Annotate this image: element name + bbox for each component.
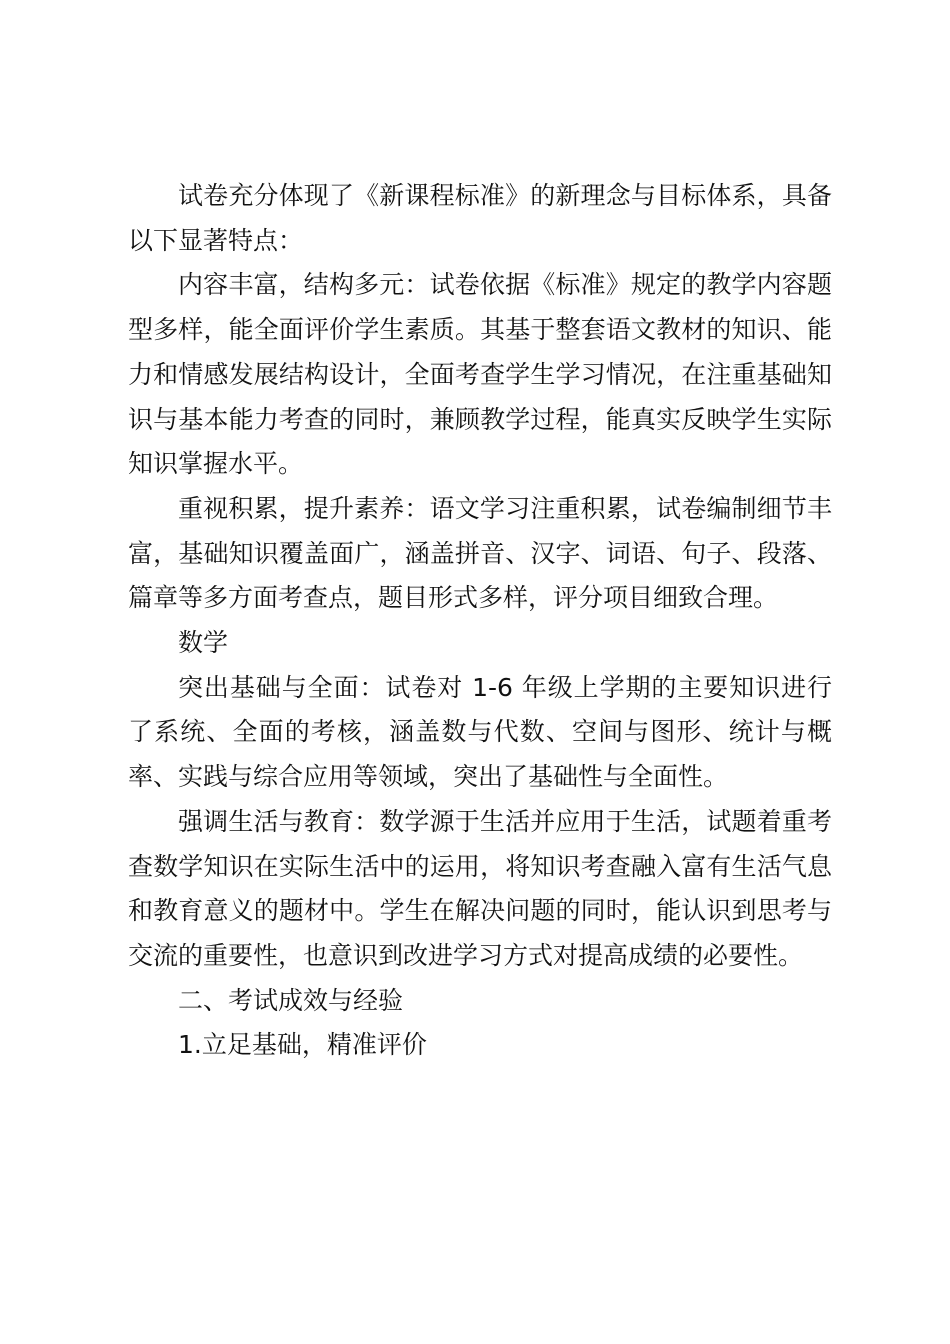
document-body	[128, 174, 832, 1068]
heading-math: 数学	[178, 628, 229, 658]
heading-section-two: 二、考试成效与经验	[178, 985, 404, 1015]
paragraph-math-life: 强调生活与教育：数学源于生活并应用于生活，试题着重考查数学知识在实际生活中的运用，将知识考查融入富有生活气息和教育意义的题材中。学生在解决问题的同时，能认识到思考与交流的重要性，也意识到改进学习方式对提高成绩的必要性。	[128, 806, 832, 970]
paragraph-intro: 试卷充分体现了《新课程标准》的新理念与目标体系，具备以下显著特点：	[128, 181, 832, 255]
paragraph-content-rich: 内容丰富，结构多元：试卷依据《标准》规定的教学内容题型多样，能全面评价学生素质。其基于整套语文教材的知识、能力和情感发展结构设计，全面考查学生学习情况，在注重基础知识与基本能力考查的同时，兼顾教学过程，能真实反映学生实际知识掌握水平。	[128, 270, 832, 479]
heading-subsection-one: 1.立足基础，精准评价	[178, 1030, 427, 1060]
paragraph-accumulation: 重视积累，提升素养：语文学习注重积累，试卷编制细节丰富，基础知识覆盖面广，涵盖拼音、汉字、词语、句子、段落、篇章等多方面考查点，题目形式多样，评分项目细致合理。	[128, 493, 832, 613]
paragraph-math-basics: 突出基础与全面：试卷对 1-6 年级上学期的主要知识进行了系统、全面的考核，涵盖数与代数、空间与图形、统计与概率、实践与综合应用等领域，突出了基础性与全面性。	[128, 672, 832, 792]
